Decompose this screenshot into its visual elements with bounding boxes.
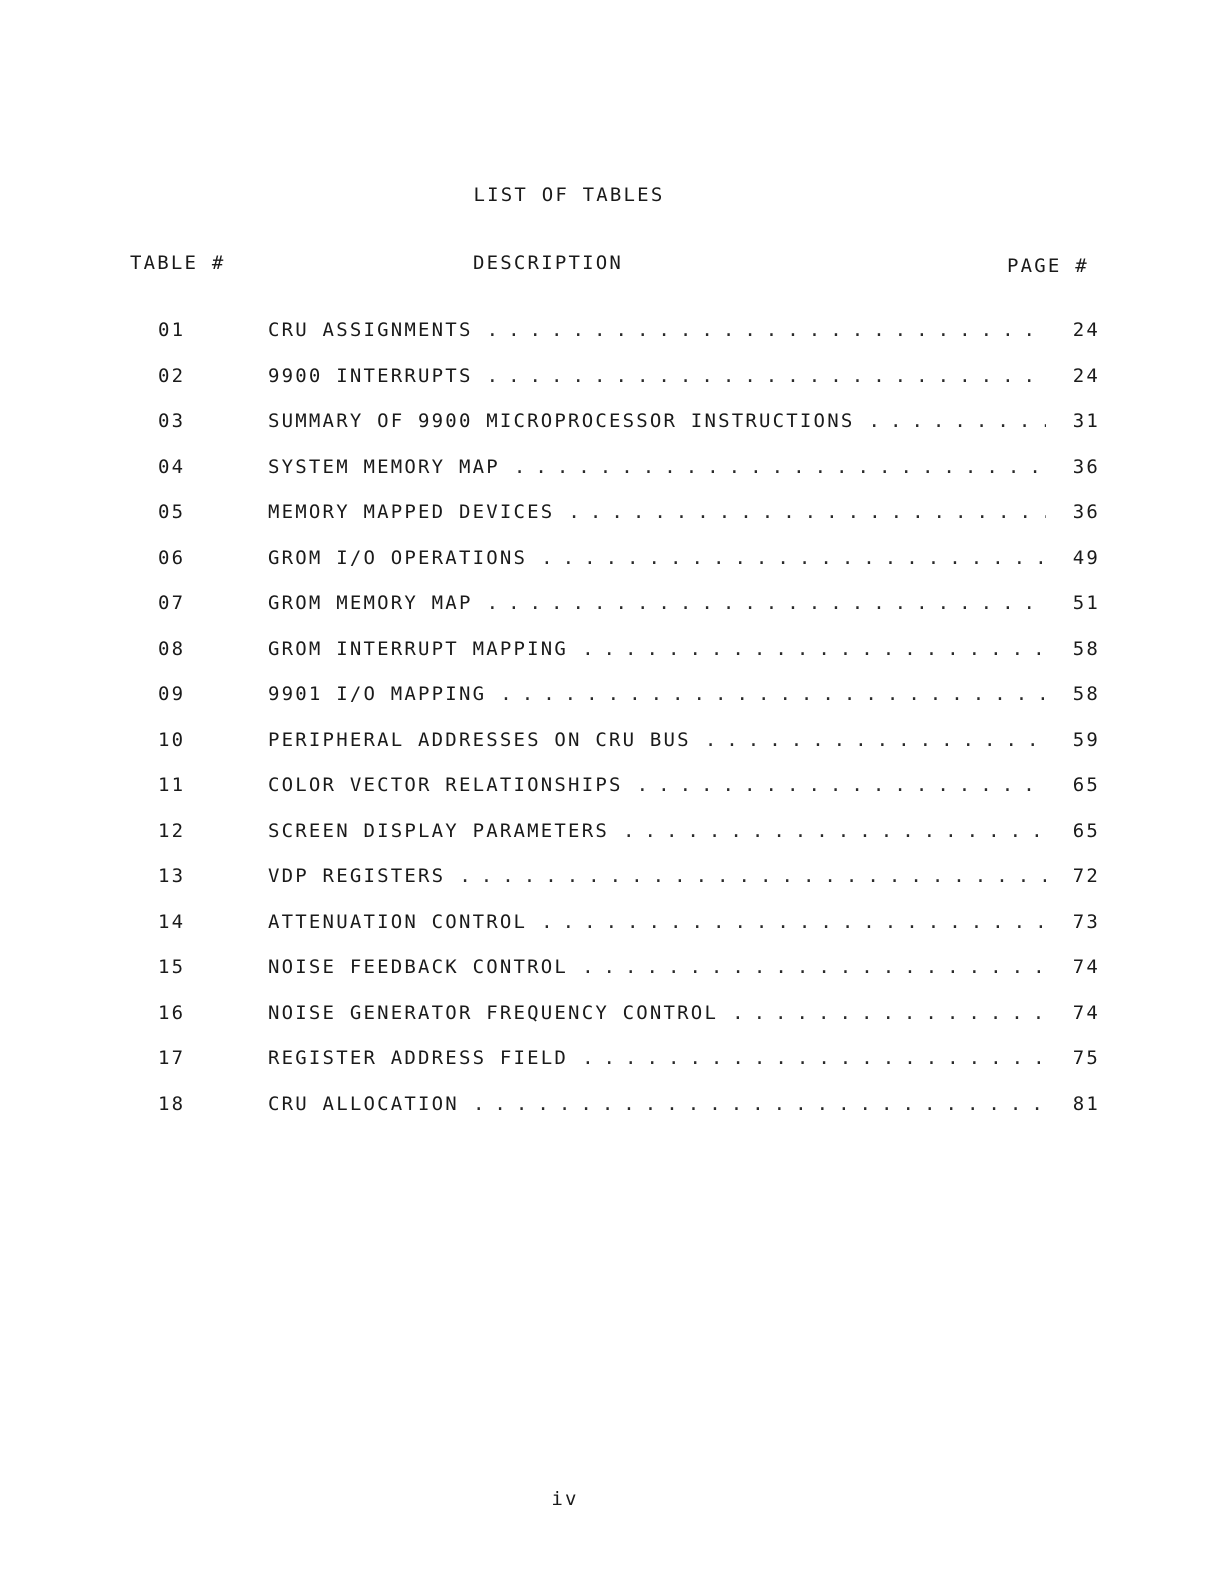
entry-text	[268, 1002, 1046, 1024]
table-description: SUMMARY OF 9900 MICROPROCESSOR INSTRUCTIONS	[268, 410, 855, 432]
page-number: 51	[1072, 592, 1100, 614]
page-number: 49	[1072, 546, 1100, 569]
dot-leader	[705, 729, 1046, 751]
list-item	[150, 865, 1100, 911]
page-number: 73	[1072, 910, 1100, 933]
table-description: NOISE GENERATOR FREQUENCY CONTROL	[268, 1001, 719, 1024]
entry-text	[268, 1047, 1046, 1069]
list-item	[150, 729, 1100, 775]
list-item	[150, 1047, 1100, 1093]
page-number-header: PAGE #	[1007, 255, 1089, 277]
description-header: DESCRIPTION	[473, 252, 624, 274]
list-item	[150, 547, 1100, 593]
page-title: LIST OF TABLES	[473, 184, 665, 206]
page-folio: iv	[551, 1488, 579, 1510]
list-item	[150, 365, 1100, 411]
table-description: SYSTEM MEMORY MAP	[268, 455, 500, 478]
table-description: SCREEN DISPLAY PARAMETERS	[268, 819, 609, 842]
dot-leader	[487, 365, 1046, 387]
page-number: 81	[1072, 1092, 1100, 1115]
entry-text	[268, 683, 1046, 705]
dot-leader	[732, 1002, 1046, 1024]
table-number: 13	[158, 865, 186, 887]
table-number: 03	[158, 410, 186, 432]
entry-text	[268, 501, 1046, 523]
list-item	[150, 911, 1100, 957]
table-number: 01	[158, 319, 186, 341]
entry-text	[268, 410, 1046, 432]
table-number: 08	[158, 637, 186, 660]
dot-leader	[541, 911, 1046, 933]
table-description: CRU ASSIGNMENTS	[268, 319, 473, 341]
table-description: MEMORY MAPPED DEVICES	[268, 501, 555, 523]
list-item	[150, 319, 1100, 365]
page-number: 59	[1072, 728, 1100, 751]
table-number: 09	[158, 683, 186, 705]
list-item	[150, 1093, 1100, 1139]
page-number: 72	[1072, 865, 1100, 887]
entry-text	[268, 956, 1046, 978]
page-number: 24	[1072, 364, 1100, 387]
entry-text	[268, 319, 1046, 341]
entry-text	[268, 456, 1046, 478]
list-item	[150, 501, 1100, 547]
entry-text	[268, 638, 1046, 660]
entry-text	[268, 1093, 1046, 1115]
table-number-header: TABLE #	[130, 252, 226, 274]
table-number: 12	[158, 819, 186, 842]
table-number: 02	[158, 364, 186, 387]
table-number: 11	[158, 774, 186, 796]
dot-leader	[459, 865, 1046, 887]
entry-text	[268, 592, 1046, 614]
table-number: 05	[158, 501, 186, 523]
list-item	[150, 638, 1100, 684]
entry-text	[268, 865, 1046, 887]
page-number: 65	[1072, 819, 1100, 842]
list-item	[150, 774, 1100, 820]
table-description: GROM I/O OPERATIONS	[268, 546, 528, 569]
table-number: 04	[158, 455, 186, 478]
table-description: GROM INTERRUPT MAPPING	[268, 637, 569, 660]
page-number: 36	[1072, 501, 1100, 523]
table-number: 07	[158, 592, 186, 614]
page-number: 36	[1072, 455, 1100, 478]
dot-leader	[487, 592, 1046, 614]
entry-text	[268, 729, 1046, 751]
list-item	[150, 956, 1100, 1002]
dot-leader	[637, 774, 1046, 796]
page-number: 65	[1072, 774, 1100, 796]
dot-leader	[868, 410, 1046, 432]
table-description: NOISE FEEDBACK CONTROL	[268, 956, 569, 978]
page-number: 31	[1072, 410, 1100, 432]
table-number: 15	[158, 956, 186, 978]
table-number: 10	[158, 728, 186, 751]
table-description: REGISTER ADDRESS FIELD	[268, 1047, 569, 1069]
dot-leader	[541, 547, 1046, 569]
table-number: 18	[158, 1092, 186, 1115]
page-number: 24	[1072, 319, 1100, 341]
list-item	[150, 410, 1100, 456]
table-description: GROM MEMORY MAP	[268, 592, 473, 614]
entry-text	[268, 911, 1046, 933]
list-item	[150, 683, 1100, 729]
dot-leader	[500, 683, 1046, 705]
dot-leader	[582, 956, 1046, 978]
dot-leader	[582, 638, 1046, 660]
list-item	[150, 456, 1100, 502]
dot-leader	[568, 501, 1046, 523]
entry-text	[268, 774, 1046, 796]
table-description: 9901 I/O MAPPING	[268, 683, 487, 705]
entry-text	[268, 547, 1046, 569]
table-description: CRU ALLOCATION	[268, 1092, 459, 1115]
dot-leader	[487, 319, 1046, 341]
table-description: ATTENUATION CONTROL	[268, 910, 528, 933]
list-item	[150, 592, 1100, 638]
table-number: 16	[158, 1001, 186, 1024]
table-description: PERIPHERAL ADDRESSES ON CRU BUS	[268, 728, 691, 751]
table-description: COLOR VECTOR RELATIONSHIPS	[268, 774, 623, 796]
page-number: 58	[1072, 683, 1100, 705]
table-list	[150, 319, 1100, 1138]
dot-leader	[473, 1093, 1046, 1115]
entry-text	[268, 820, 1046, 842]
dot-leader	[514, 456, 1046, 478]
entry-text	[268, 365, 1046, 387]
table-number: 14	[158, 910, 186, 933]
page-number: 58	[1072, 637, 1100, 660]
page-number: 74	[1072, 956, 1100, 978]
list-item	[150, 820, 1100, 866]
table-number: 06	[158, 546, 186, 569]
page-number: 75	[1072, 1047, 1100, 1069]
page-number: 74	[1072, 1001, 1100, 1024]
list-item	[150, 1002, 1100, 1048]
table-number: 17	[158, 1047, 186, 1069]
table-description: VDP REGISTERS	[268, 865, 446, 887]
dot-leader	[582, 1047, 1046, 1069]
table-description: 9900 INTERRUPTS	[268, 364, 473, 387]
dot-leader	[623, 820, 1046, 842]
